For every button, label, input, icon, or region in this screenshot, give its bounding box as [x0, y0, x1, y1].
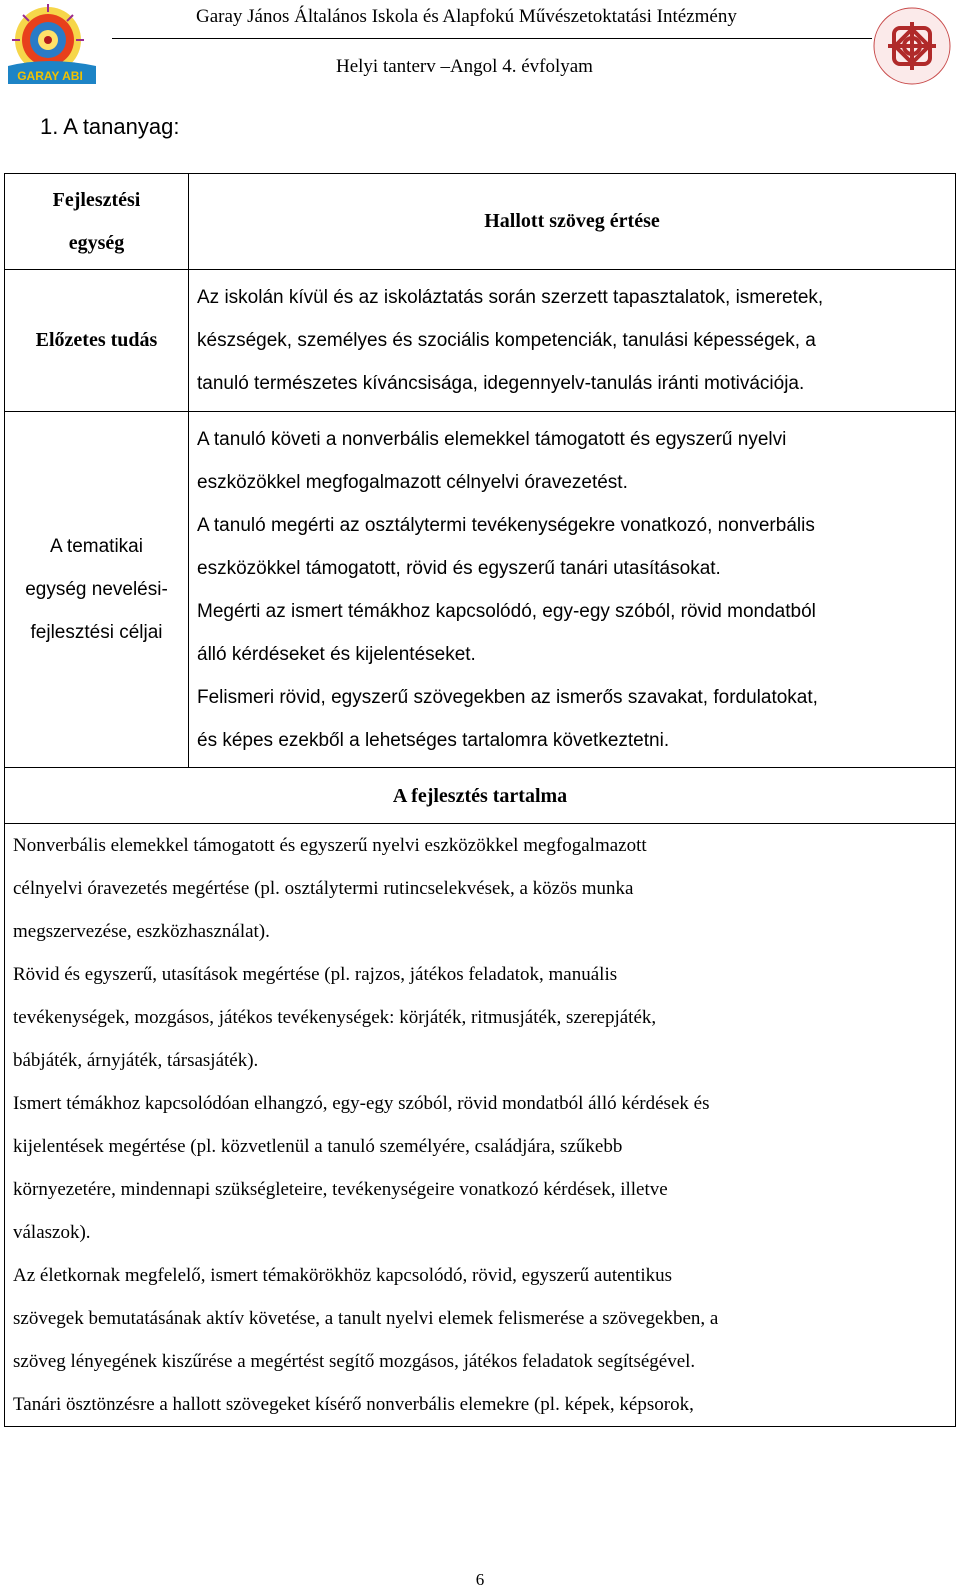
content-title: A fejlesztés tartalma: [5, 768, 956, 824]
table-row: [5, 270, 956, 412]
prior-knowledge-label: Előzetes tudás: [5, 270, 189, 412]
goals-label: A tematikai egység nevelési- fejlesztési céljai: [5, 412, 189, 768]
curriculum-title: Helyi tanterv –Angol 4. évfolyam: [336, 56, 593, 77]
unit-label-cell: Fejlesztési egység: [5, 174, 189, 270]
page-number: 6: [475, 1570, 485, 1589]
school-emblem-logo: [4, 4, 100, 86]
table-row: [5, 824, 956, 1427]
svg-text:GARAY ABI: GARAY ABI: [17, 69, 83, 83]
curriculum-table: [4, 173, 956, 1427]
goals-text: A tanuló követi a nonverbális elemekkel támogatott és egyszerű nyelvi eszközökkel megfogalmazott célnyelvi óravezetést. A tanuló megérti az osztálytermi tevékenységekre vonatkozó, nonverbális eszközökkel támogatott, rövid és egyszerű tanári utasításokat. Megérti az ismert témákhoz kapcsolódó, egy-egy szóból, rövid mondatból álló kérdéseket és kijelentéseket. Felismeri rövid, egyszerű szövegekben az ismerős szavakat, fordulatokat, és képes ezekből a lehetséges tartalomra következtetni.: [189, 412, 956, 768]
school-name: Garay János Általános Iskola és Alapfokú Művészetoktatási Intézmény: [196, 6, 737, 27]
prior-knowledge-text: Az iskolán kívül és az iskoláztatás során szerzett tapasztalatok, ismeretek, készségek, személyes és szociális kompetenciák, tanulási képességek, a tanuló természetes kíváncsisága, idegennyelv-tanulás iránti motivációja.: [189, 270, 956, 412]
knot-emblem-logo: [872, 6, 952, 86]
table-row: [5, 174, 956, 270]
table-row: [5, 768, 956, 824]
page-header: [0, 0, 960, 92]
unit-title-cell: Hallott szöveg értése: [189, 174, 956, 270]
table-row: [5, 412, 956, 768]
header-rule: [112, 38, 872, 39]
content-text: Nonverbális elemekkel támogatott és egyszerű nyelvi eszközökkel megfogalmazott célnyelvi óravezetés megértése (pl. osztálytermi rutincselekvések, a közös munka megszervezése, eszközhasználat). Rövid és egyszerű, utasítások megértése (pl. rajzos, játékos feladatok, manuális tevékenységek, mozgásos, játékos tevékenységek: körjáték, ritmusjáték, szerepjáték, bábjáték, árnyjáték, társasjáték). Ismert témákhoz kapcsolódóan elhangzó, egy-egy szóból, rövid mondatból álló kérdések és kijelentések megértése (pl. közvetlenül a tanuló személyére, családjára, szűkebb környezetére, mindennapi szükségleteire, tevékenységeire vonatkozó kérdések, illetve válaszok). Az életkornak megfelelő, ismert témakörökhöz kapcsolódó, rövid, egyszerű autentikus szövegek bemutatásának aktív követése, a tanult nyelvi elemek felismerése a szövegekben, a szöveg lényegének kiszűrése a megértést segítő mozgásos, játékos feladatok segítségével. Tanári ösztönzésre a hallott szövegeket kísérő nonverbális elemekre (pl. képek, képsorok,: [5, 824, 956, 1427]
section-title: 1. A tananyag:: [40, 114, 180, 139]
